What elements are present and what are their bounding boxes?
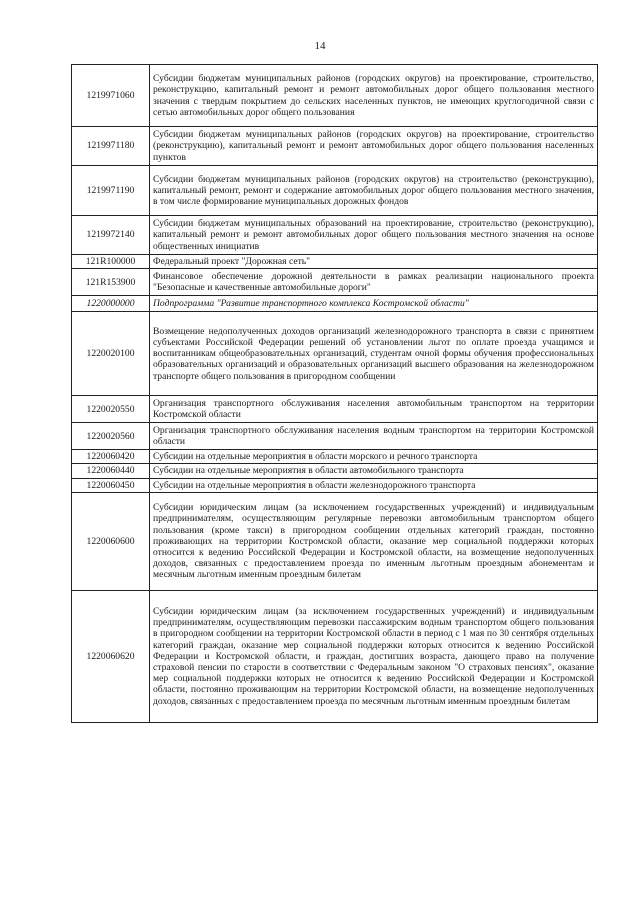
row-description: Субсидии бюджетам муниципальных районов (городских округов) на строительство (реконструкцию), капитальный ремонт, ремонт и содержание автомобильных дорог общего пользования местного значения, в том числе формирование муниципальных дорожных фондов [150,166,598,216]
row-code: 1220060440 [72,464,150,478]
row-description: Субсидии на отдельные мероприятия в области автомобильного транспорта [150,464,598,478]
row-description: Субсидии на отдельные мероприятия в области железнодорожного транспорта [150,478,598,492]
table-row [72,492,598,590]
table-row [72,312,598,396]
row-code: 1219971060 [72,65,150,127]
row-description: Финансовое обеспечение дорожной деятельности в рамках реализации национального проекта "Безопасные и качественные автомобильные дороги" [150,269,598,296]
table-row [72,396,598,423]
row-code: 1219972140 [72,216,150,255]
table-row [72,450,598,464]
table-row [72,464,598,478]
table-row [72,590,598,722]
row-code: 1220060620 [72,590,150,722]
row-description: Субсидии юридическим лицам (за исключением государственных учреждений) и индивидуальным предпринимателям, осуществляющим регулярные перевозки автомобильным транспортом общего пользования (кроме такси) в пригородном сообщении отдельных категорий граждан, постоянно проживающих на территории Костромской области, оказание мер социальной поддержки которых относится к ведению Российской Федерации и Костромской области, на возмещение недополученных доходов, связанных с предоставлением проезда по именным льготным проездным абонементам и месячным льготным именным проездным билетам [150,492,598,590]
row-description: Субсидии юридическим лицам (за исключением государственных учреждений) и индивидуальным предпринимателям, осуществляющим перевозки пассажирским водным транспортом общего пользования в пригородном сообщении на территории Костромской области в период с 1 мая по 30 сентября отдельных категорий граждан, оказание мер социальной поддержки которых относится к ведению Российской Федерации и Костромской области, и граждан, достигших возраста, дающего право на получение страховой пенсии по старости в соответствии с Федеральным законом "О страховых пенсиях", оказание мер социальной поддержки которых не относится к ведению Российской Федерации и Костромской области, постоянно проживающим на территории Костромской области, на возмещение недополученных доходов, связанных с предоставлением проезда по месячным льготным именным проездным билетам [150,590,598,722]
row-description: Организация транспортного обслуживания населения автомобильным транспортом на территории Костромской области [150,396,598,423]
table-row [72,127,598,166]
table-row [72,296,598,312]
row-description: Возмещение недополученных доходов организаций железнодорожного транспорта в связи с принятием субъектами Российской Федерации решений об установлении льгот по оплате проезда учащимся и воспитанникам общеобразовательных организаций, студентам очной формы обучения профессиональных образовательных организаций и образовательных организаций высшего образования на железнодорожном транспорте общего пользования в пригородном сообщении [150,312,598,396]
table-row [72,478,598,492]
row-code: 121R153900 [72,269,150,296]
row-code: 1219971190 [72,166,150,216]
row-description: Субсидии на отдельные мероприятия в области морского и речного транспорта [150,450,598,464]
row-description: Подпрограмма "Развитие транспортного комплекса Костромской области" [150,296,598,312]
table-row [72,269,598,296]
row-code: 1220020560 [72,423,150,450]
row-description: Субсидии бюджетам муниципальных районов (городских округов) на проектирование, строительство (реконструкцию), капитальный ремонт и ремонт автомобильных дорог общего пользования населенных пунктов [150,127,598,166]
row-description: Организация транспортного обслуживания населения водным транспортом на территории Костромской области [150,423,598,450]
row-code: 1220000000 [72,296,150,312]
table-row [72,166,598,216]
page-number: 14 [314,40,326,52]
row-code: 1220060450 [72,478,150,492]
table-row [72,65,598,127]
row-code: 121R100000 [72,255,150,269]
table-row [72,423,598,450]
row-code: 1220020100 [72,312,150,396]
budget-codes-table [71,64,598,723]
row-code: 1220060600 [72,492,150,590]
row-description: Субсидии бюджетам муниципальных районов (городских округов) на проектирование, строительство, реконструкцию, капитальный ремонт и ремонт автомобильных дорог общего пользования местного значения с твердым покрытием до сельских населенных пунктов, не имеющих круглогодичной связи с сетью автомобильных дорог общего пользования [150,65,598,127]
row-code: 1220060420 [72,450,150,464]
row-code: 1220020550 [72,396,150,423]
row-description: Субсидии бюджетам муниципальных образований на проектирование, строительство (реконструкцию), капитальный ремонт и ремонт автомобильных дорог общего пользования местного значения на основе общественных инициатив [150,216,598,255]
table-row [72,216,598,255]
table-row [72,255,598,269]
row-code: 1219971180 [72,127,150,166]
row-description: Федеральный проект "Дорожная сеть" [150,255,598,269]
